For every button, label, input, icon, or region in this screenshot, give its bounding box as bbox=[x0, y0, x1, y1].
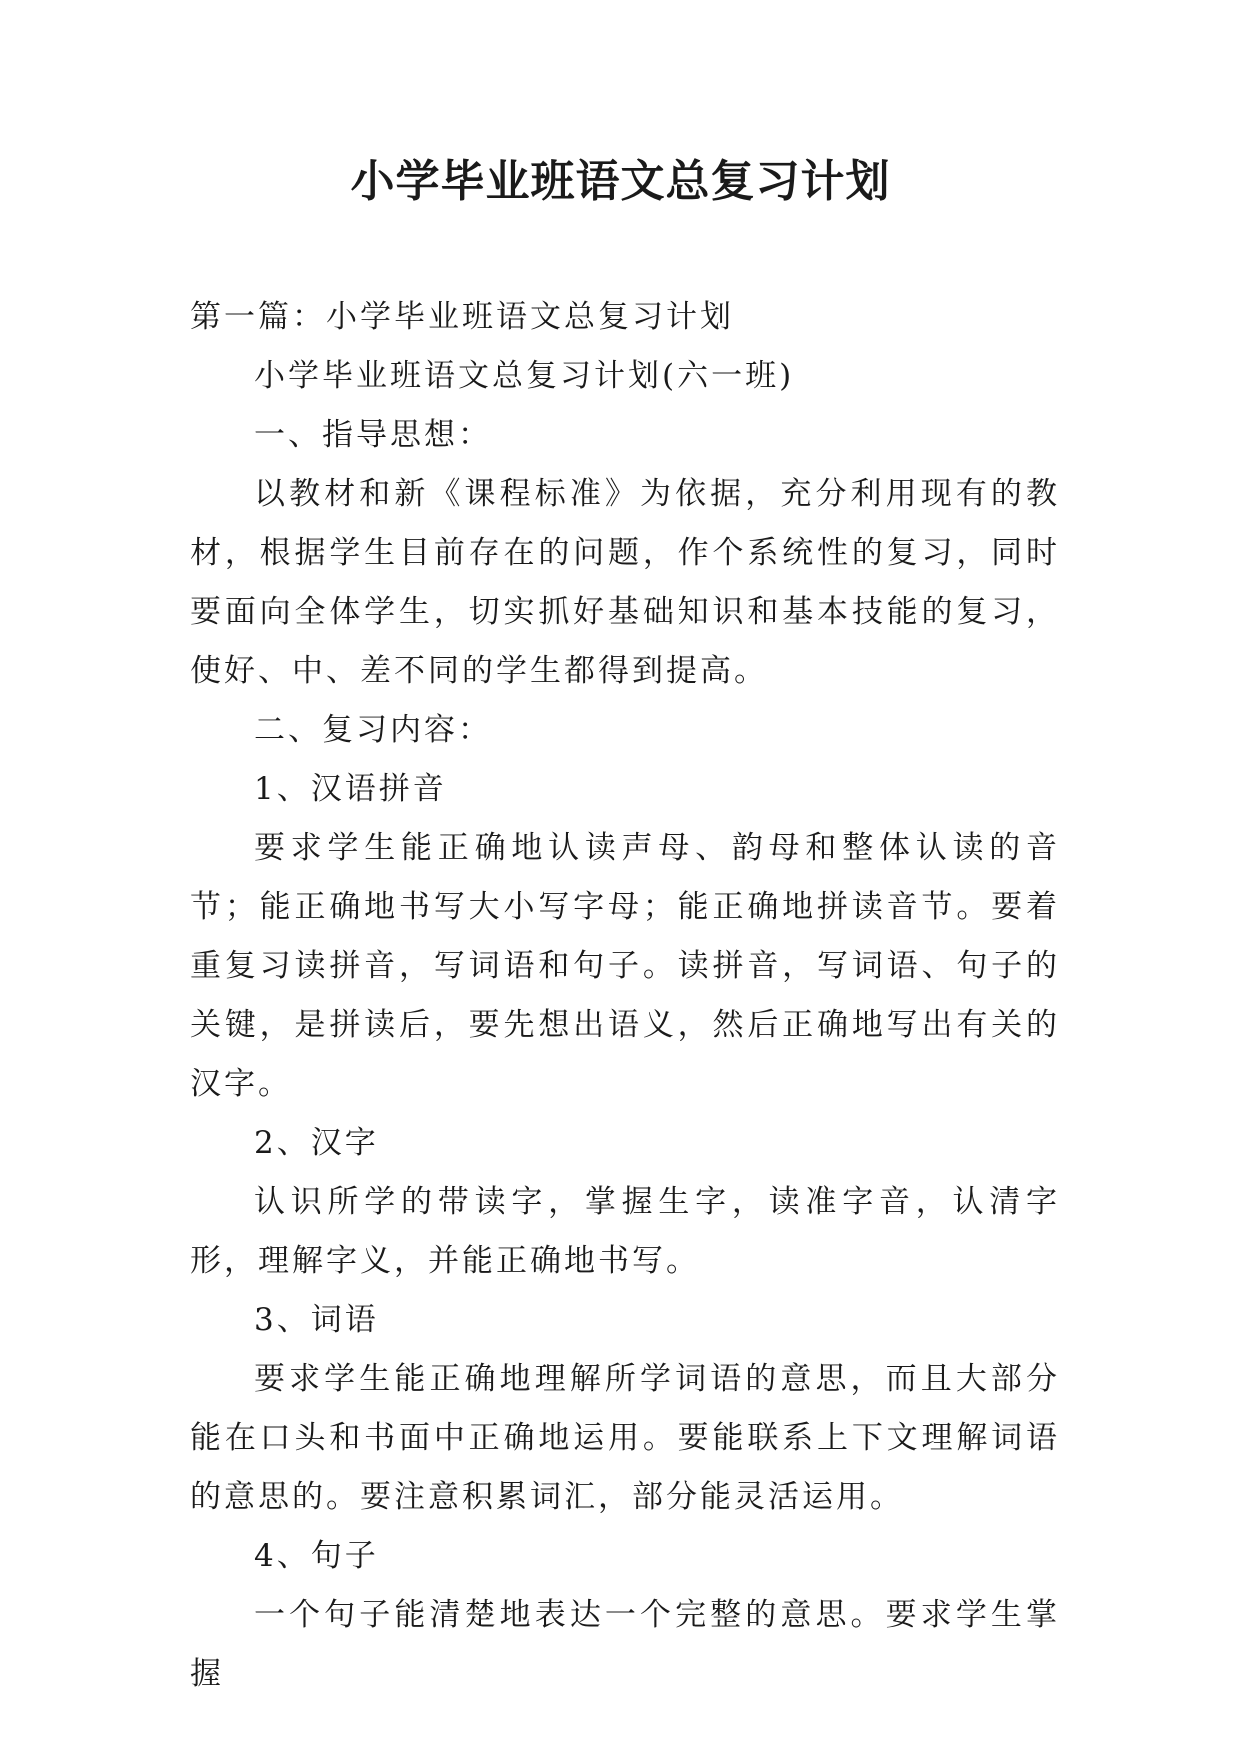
document-body bbox=[190, 288, 1060, 1704]
plan-subtitle: 小学毕业班语文总复习计划(六一班) bbox=[254, 358, 795, 394]
paragraph-sentences: 一个句子能清楚地表达一个完整的意思。要求学生掌握 bbox=[190, 1597, 1060, 1692]
section-heading-review-content: 二、复习内容： bbox=[254, 712, 492, 748]
document-title: 小学毕业班语文总复习计划 bbox=[350, 156, 891, 207]
paragraph-characters: 认识所学的带读字，掌握生字，读准字音，认清字形，理解字义，并能正确地书写。 bbox=[190, 1184, 1060, 1279]
section-heading-guiding-idea: 一、指导思想： bbox=[254, 417, 492, 453]
item-heading-characters: 2、汉字 bbox=[254, 1125, 379, 1161]
item-heading-pinyin: 1、汉语拼音 bbox=[254, 771, 447, 807]
paragraph-guiding-idea: 以教材和新《课程标准》为依据，充分利用现有的教材，根据学生目前存在的问题，作个系统性的复习，同时要面向全体学生，切实抓好基础知识和基本技能的复习，使好、中、差不同的学生都得到提高。 bbox=[190, 476, 1060, 689]
section-heading-part-one: 第一篇：小学毕业班语文总复习计划 bbox=[190, 299, 734, 335]
paragraph-pinyin: 要求学生能正确地认读声母、韵母和整体认读的音节；能正确地书写大小写字母；能正确地拼读音节。要着重复习读拼音，写词语和句子。读拼音，写词语、句子的关键，是拼读后，要先想出语义，然后正确地写出有关的汉字。 bbox=[190, 830, 1060, 1102]
item-heading-sentences: 4、句子 bbox=[254, 1538, 379, 1574]
paragraph-words: 要求学生能正确地理解所学词语的意思，而且大部分能在口头和书面中正确地运用。要能联系上下文理解词语的意思的。要注意积累词汇，部分能灵活运用。 bbox=[190, 1361, 1060, 1515]
item-heading-words: 3、词语 bbox=[254, 1302, 379, 1338]
